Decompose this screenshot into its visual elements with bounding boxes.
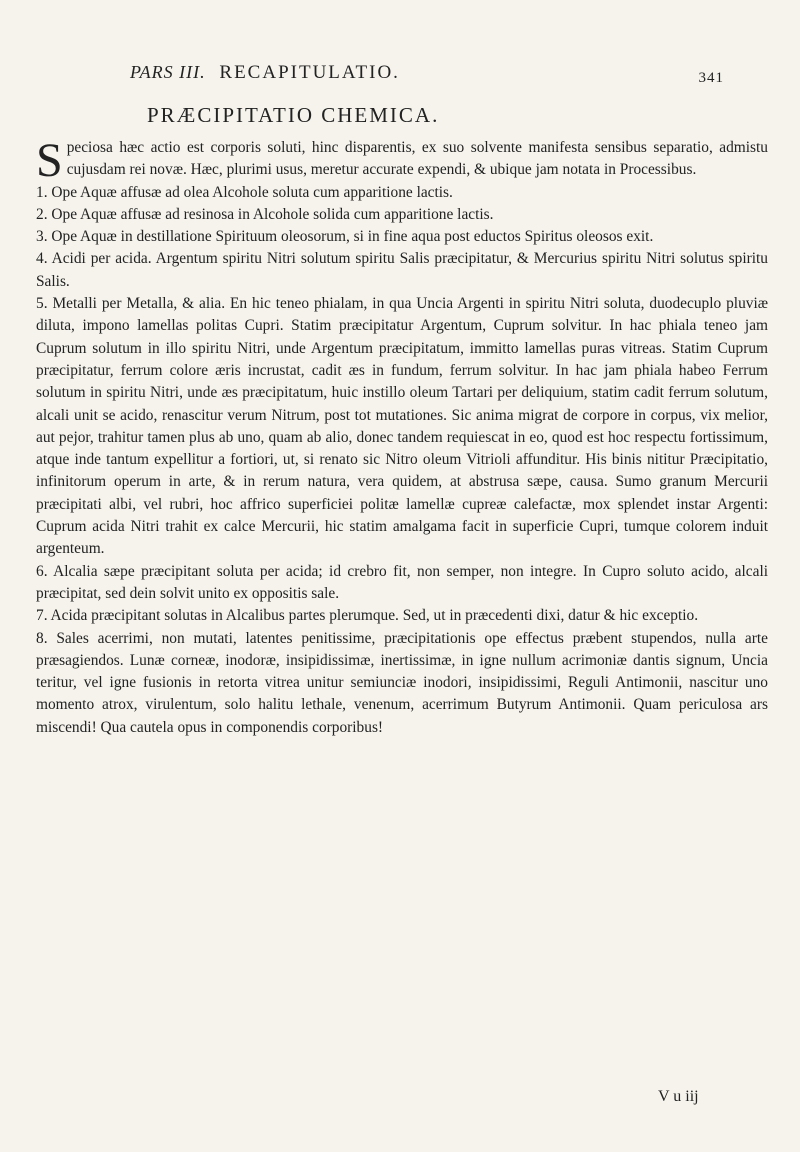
item-number: 7.: [36, 607, 48, 625]
item-number: 4.: [36, 250, 48, 268]
list-item: [36, 226, 768, 248]
item-number: 3.: [36, 228, 48, 246]
item-number: 6.: [36, 562, 48, 580]
list-item: [36, 248, 768, 293]
item-number: 8.: [36, 629, 48, 647]
list-item: [36, 182, 768, 204]
item-text: Acida præcipitant solutas in Alcalibus partes plerumque. Sed, ut in præcedenti dixi, datur & hic exceptio.: [50, 607, 699, 625]
item-number: 1.: [36, 183, 48, 201]
item-text: Sales acerrimi, non mutati, latentes penitissime, præcipitationis ope effectus præbent stupendos, nulla arte præsagiendos. Lunæ corneæ, inodoræ, insipidissimæ, inertissimæ, in igne nullum acrimoniæ dantis signum, Uncia teritur, vel igne fusionis in retorta vitrea unitur semiunciæ inodori, insipidissimi, Reguli Antimonii, nascitur uno momento atrox, virulentum, solo halitu lethale, venenum, acerrimum Butyrum Antimonii. Quam periculosa ars miscendi! Qua cautela opus in componendis corporibus!: [36, 629, 768, 736]
list-item: [36, 561, 768, 606]
item-number: 2.: [36, 205, 48, 223]
running-head: [130, 62, 724, 86]
list-item: [36, 605, 768, 627]
item-text: Metalli per Metalla, & alia. En hic teneo phialam, in qua Uncia Argenti in spiritu Nitri soluta, duodecuplo pluviæ diluta, impono lamellas politas Cupri. Statim præcipitatur Argentum, Cuprum solvitur. In hac phiala teneo jam Cuprum solutum in illo spiritu Nitri, unde Argentum præcipitatum, immitto lamellas puras vitreas. Statim Cuprum præcipitatur, ferrum colore æris incrustat, cadit æs in fundum, ferrum solvitur. In hac jam phiala habeo Ferrum solutum in spiritu Nitri, unde æs præcipitatum, huic instillo oleum Tartari per deliquium, statim cadit ferrum solutum, alcali unit se acido, renascitur verum Nitrum, post tot mutationes. Sic anima migrat de corpore in corpus, vix melior, aut pejor, trahitur tamen plus ab uno, quam ab alio, donec tandem requiescat in eo, quod est hoc respectu fortissimum, atque inde tantum expellitur a fortiori, ut, si renato sic Nitro oleum Vitrioli affunditur. His binis nititur Præcipitatio, infinitorum operum in arte, & in rerum natura, vera quidem, at abstrusa sæpe, causa. Sumo granum Mercurii præcipitati albi, vel rubri, hoc affrico superficiei politæ lamellæ cupreæ calefactæ, mox splendet instar Argenti: Cuprum acida Nitri trahit ex calce Mercurii, hic statim amalgama facit in superficie Cupri, tumque colorem induit argenteum.: [36, 295, 768, 558]
list-item: [36, 204, 768, 226]
item-text: Ope Aquæ affusæ ad olea Alcohole soluta cum apparitione lactis.: [51, 183, 453, 201]
item-text: Ope Aquæ affusæ ad resinosa in Alcohole solida cum apparitione lactis.: [51, 205, 494, 223]
intro-paragraph: Speciosa hæc actio est corporis soluti, hinc disparentis, ex suo solvente manifesta sensibus separatio, admistu cujusdam rei novæ. Hæc, plurimi usus, meretur accurate expendi, & ubique jam notata in Processibus.: [36, 134, 768, 187]
section-recap-label: RECAPITULATIO.: [219, 62, 400, 83]
section-title: PRÆCIPITATIO CHEMICA.: [147, 103, 440, 127]
signature-mark: V u iij: [658, 1088, 699, 1105]
item-text: Acidi per acida. Argentum spiritu Nitri solutum spiritu Salis præcipitatur, & Mercurius spiritu Nitri solutus spiritu Salis.: [36, 250, 769, 290]
list-item: [36, 293, 768, 561]
list-item: [36, 628, 768, 739]
item-text: Ope Aquæ in destillatione Spirituum oleosorum, si in fine aqua post eductos Spiritus oleosos exit.: [51, 228, 654, 246]
part-label: PARS III.: [130, 62, 206, 82]
item-number: 5.: [36, 295, 48, 313]
body-text: [36, 134, 769, 739]
page-number: 341: [698, 70, 724, 86]
item-text: Alcalia sæpe præcipitant soluta per acida; id crebro fit, non semper, non integre. In Cupro soluto acido, alcali præcipitat, sed dein solvit unito ex oppositis sale.: [36, 562, 769, 602]
